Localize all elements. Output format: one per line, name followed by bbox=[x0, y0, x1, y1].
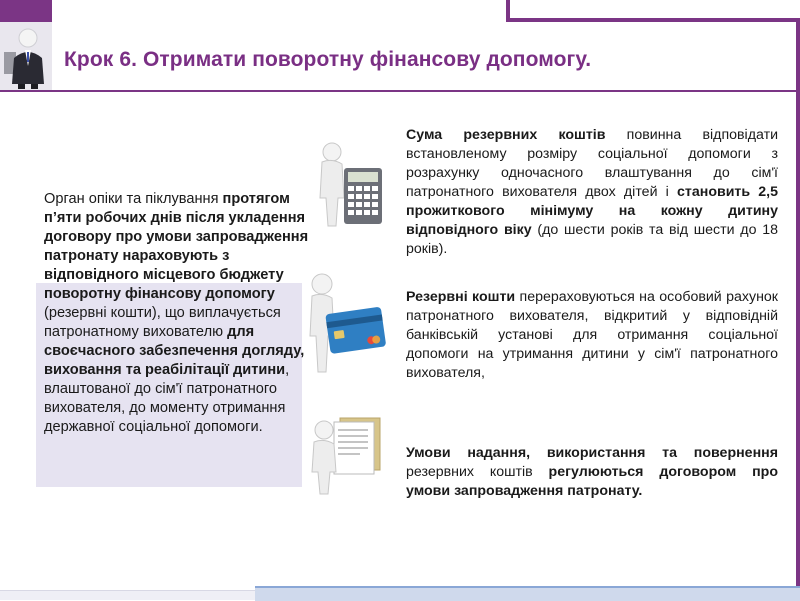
right-edge-accent bbox=[796, 22, 800, 599]
paragraph-conditions bbox=[406, 444, 778, 501]
left-text-3: , влаштованої до сім'ї патронатного вихователя, до моменту отримання державної соціальної допомоги. bbox=[44, 362, 290, 435]
left-bold-1: протягом п’яти робочих днів після укладення договору про умови запровадження патронату нараховують з відповідного місцевого бюджету поворотну фінансову допомогу bbox=[44, 191, 309, 302]
p2-text-1: перераховуються на особовий рахунок патронатного вихователя, відкритий у відповідній банківській установі для отримання соціальної допомоги на утримання дитини у сім'ї патронатного вихователя, bbox=[406, 289, 779, 381]
p3-text-2 bbox=[643, 464, 659, 480]
credit-card-figure-icon bbox=[304, 270, 388, 376]
p1-text-1: повинна відповідати встановленому розміру соціальної допомоги з розрахунку одночасного влаштування до сім'ї патронатного вихователя двох дітей і bbox=[406, 127, 778, 200]
p3-bold-2: регулюються bbox=[548, 464, 644, 480]
p1-text-2: (до шести років та від шести до 18 років). bbox=[406, 222, 778, 257]
left-text-2: (резервні кошти), що виплачується патронатному вихователю bbox=[44, 305, 281, 340]
p2-bold-1: Резервні кошти bbox=[406, 289, 516, 305]
top-right-accent-bar bbox=[506, 0, 800, 22]
title-row bbox=[0, 22, 800, 90]
document-figure-icon bbox=[304, 412, 388, 496]
left-text-1: Орган опіки та піклування bbox=[44, 191, 223, 207]
left-bold-2: для своєчасного забезпечення догляду, виховання та реабілітації дитини bbox=[44, 324, 305, 378]
businessman-icon bbox=[0, 22, 52, 90]
top-left-accent-bar bbox=[0, 0, 52, 22]
paragraph-reserve-transfer bbox=[406, 288, 778, 383]
bottom-strip bbox=[0, 584, 800, 599]
p1-bold-2: становить 2,5 прожиткового мінімуму на кожну дитину відповідного віку bbox=[406, 184, 778, 238]
p3-text-1: резервних коштів bbox=[406, 464, 549, 480]
paragraph-reserve-amount bbox=[406, 126, 778, 259]
page-title: Крок 6. Отримати поворотну фінансову допомогу. bbox=[64, 48, 592, 71]
p1-bold-1: Сума резервних коштів bbox=[406, 127, 606, 143]
title-divider bbox=[0, 90, 796, 92]
p3-bold-3: договором про умови запровадження патронату. bbox=[406, 464, 778, 499]
p3-bold-1: Умови надання, використання та повернення bbox=[406, 445, 778, 461]
left-text-block bbox=[44, 190, 312, 437]
calculator-figure-icon bbox=[316, 138, 386, 230]
